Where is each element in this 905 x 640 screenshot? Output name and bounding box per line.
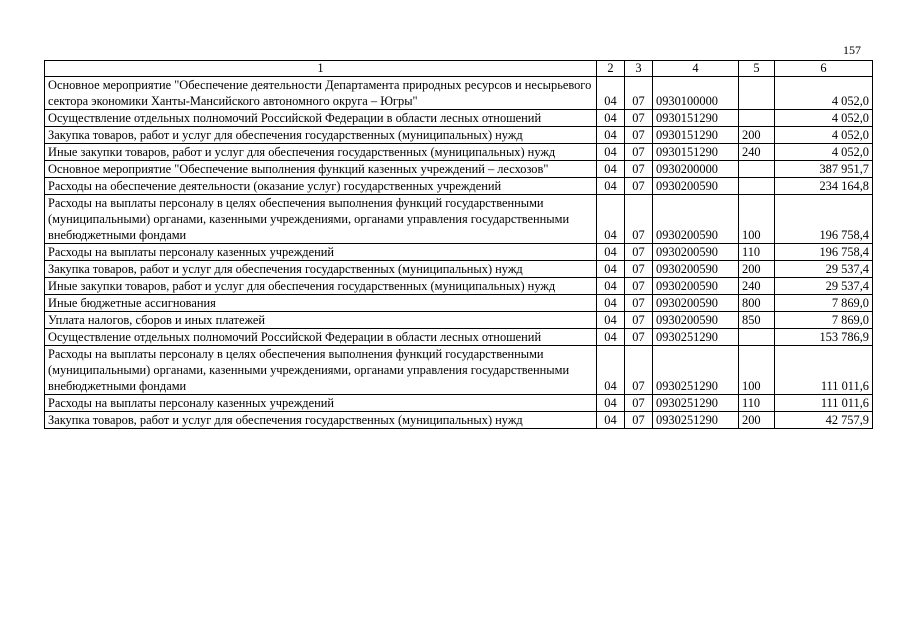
row-name-cell: Расходы на обеспечение деятельности (оказание услуг) государственных учреждений: [45, 178, 597, 195]
row-expense-type-cell: 800: [739, 295, 775, 312]
row-target-code-cell: 0930151290: [653, 127, 739, 144]
table-body: [45, 77, 873, 429]
row-target-code-cell: 0930200590: [653, 295, 739, 312]
row-section-cell: 04: [597, 195, 625, 244]
row-subsection-cell: 07: [625, 195, 653, 244]
row-subsection-cell: 07: [625, 295, 653, 312]
row-section-cell: 04: [597, 161, 625, 178]
table-row: [45, 295, 873, 312]
row-subsection-cell: 07: [625, 261, 653, 278]
table-row: [45, 110, 873, 127]
table-row: [45, 127, 873, 144]
row-name-cell: Расходы на выплаты персоналу казенных учреждений: [45, 244, 597, 261]
row-expense-type-cell: 850: [739, 312, 775, 329]
row-target-code-cell: 0930251290: [653, 395, 739, 412]
row-amount-cell: 29 537,4: [775, 278, 873, 295]
row-name-cell: Иные закупки товаров, работ и услуг для обеспечения государственных (муниципальных) нужд: [45, 144, 597, 161]
row-subsection-cell: 07: [625, 110, 653, 127]
row-section-cell: 04: [597, 144, 625, 161]
row-name-cell: Основное мероприятие "Обеспечение деятельности Департамента природных ресурсов и несырьевого сектора экономики Ханты-Мансийского автономного округа – Югры": [45, 77, 597, 110]
row-amount-cell: 7 869,0: [775, 312, 873, 329]
row-amount-cell: 196 758,4: [775, 244, 873, 261]
row-target-code-cell: 0930200590: [653, 261, 739, 278]
row-expense-type-cell: 100: [739, 346, 775, 395]
row-amount-cell: 4 052,0: [775, 127, 873, 144]
row-expense-type-cell: 240: [739, 278, 775, 295]
row-section-cell: 04: [597, 110, 625, 127]
row-name-cell: Уплата налогов, сборов и иных платежей: [45, 312, 597, 329]
row-section-cell: 04: [597, 295, 625, 312]
row-amount-cell: 196 758,4: [775, 195, 873, 244]
row-expense-type-cell: 110: [739, 395, 775, 412]
row-section-cell: 04: [597, 244, 625, 261]
row-target-code-cell: 0930251290: [653, 346, 739, 395]
row-section-cell: 04: [597, 312, 625, 329]
row-amount-cell: 4 052,0: [775, 77, 873, 110]
row-section-cell: 04: [597, 278, 625, 295]
column-header-target-code: 4: [653, 61, 739, 77]
row-subsection-cell: 07: [625, 77, 653, 110]
row-target-code-cell: 0930200000: [653, 161, 739, 178]
table-row: [45, 395, 873, 412]
row-name-cell: Закупка товаров, работ и услуг для обеспечения государственных (муниципальных) нужд: [45, 412, 597, 429]
row-amount-cell: 111 011,6: [775, 346, 873, 395]
row-expense-type-cell: 240: [739, 144, 775, 161]
table-row: [45, 77, 873, 110]
row-target-code-cell: 0930151290: [653, 110, 739, 127]
table-row: [45, 329, 873, 346]
row-section-cell: 04: [597, 178, 625, 195]
row-expense-type-cell: 200: [739, 412, 775, 429]
row-target-code-cell: 0930200590: [653, 195, 739, 244]
table-row: [45, 244, 873, 261]
row-subsection-cell: 07: [625, 312, 653, 329]
row-subsection-cell: 07: [625, 278, 653, 295]
row-subsection-cell: 07: [625, 395, 653, 412]
row-target-code-cell: 0930200590: [653, 244, 739, 261]
row-expense-type-cell: [739, 77, 775, 110]
row-section-cell: 04: [597, 329, 625, 346]
row-name-cell: Осуществление отдельных полномочий Российской Федерации в области лесных отношений: [45, 110, 597, 127]
page-number: 157: [843, 43, 861, 57]
column-header-amount: 6: [775, 61, 873, 77]
row-name-cell: Иные закупки товаров, работ и услуг для обеспечения государственных (муниципальных) нужд: [45, 278, 597, 295]
row-amount-cell: 111 011,6: [775, 395, 873, 412]
row-expense-type-cell: [739, 161, 775, 178]
row-name-cell: Расходы на выплаты персоналу казенных учреждений: [45, 395, 597, 412]
row-name-cell: Расходы на выплаты персоналу в целях обеспечения выполнения функций государственными (муниципальными) органами, казенными учреждениями, органами управления государственными внебюджетными фондами: [45, 346, 597, 395]
table-row: [45, 195, 873, 244]
table-row: [45, 346, 873, 395]
row-target-code-cell: 0930151290: [653, 144, 739, 161]
row-amount-cell: 387 951,7: [775, 161, 873, 178]
row-subsection-cell: 07: [625, 127, 653, 144]
row-target-code-cell: 0930251290: [653, 329, 739, 346]
row-expense-type-cell: 200: [739, 127, 775, 144]
row-amount-cell: 7 869,0: [775, 295, 873, 312]
row-subsection-cell: 07: [625, 178, 653, 195]
row-subsection-cell: 07: [625, 244, 653, 261]
row-section-cell: 04: [597, 261, 625, 278]
table-row: [45, 412, 873, 429]
row-name-cell: Расходы на выплаты персоналу в целях обеспечения выполнения функций государственными (муниципальными) органами, казенными учреждениями, органами управления государственными внебюджетными фондами: [45, 195, 597, 244]
budget-table: [44, 60, 873, 429]
table-row: [45, 278, 873, 295]
header-row: [45, 61, 873, 77]
row-expense-type-cell: [739, 110, 775, 127]
table-row: [45, 261, 873, 278]
row-subsection-cell: 07: [625, 161, 653, 178]
row-amount-cell: 29 537,4: [775, 261, 873, 278]
row-expense-type-cell: [739, 329, 775, 346]
row-section-cell: 04: [597, 77, 625, 110]
row-section-cell: 04: [597, 395, 625, 412]
row-target-code-cell: 0930200590: [653, 278, 739, 295]
row-section-cell: 04: [597, 412, 625, 429]
row-amount-cell: 42 757,9: [775, 412, 873, 429]
row-name-cell: Закупка товаров, работ и услуг для обеспечения государственных (муниципальных) нужд: [45, 127, 597, 144]
column-header-expense-type: 5: [739, 61, 775, 77]
row-target-code-cell: 0930100000: [653, 77, 739, 110]
row-amount-cell: 234 164,8: [775, 178, 873, 195]
row-expense-type-cell: 110: [739, 244, 775, 261]
table-row: [45, 312, 873, 329]
row-amount-cell: 153 786,9: [775, 329, 873, 346]
row-expense-type-cell: 200: [739, 261, 775, 278]
row-expense-type-cell: [739, 178, 775, 195]
row-subsection-cell: 07: [625, 329, 653, 346]
row-section-cell: 04: [597, 127, 625, 144]
table-row: [45, 178, 873, 195]
row-name-cell: Иные бюджетные ассигнования: [45, 295, 597, 312]
column-header-name: 1: [45, 61, 597, 77]
row-name-cell: Основное мероприятие "Обеспечение выполнения функций казенных учреждений – лесхозов": [45, 161, 597, 178]
row-target-code-cell: 0930200590: [653, 312, 739, 329]
table-row: [45, 161, 873, 178]
column-header-subsection: 3: [625, 61, 653, 77]
row-subsection-cell: 07: [625, 412, 653, 429]
row-amount-cell: 4 052,0: [775, 144, 873, 161]
column-header-section: 2: [597, 61, 625, 77]
row-subsection-cell: 07: [625, 346, 653, 395]
row-target-code-cell: 0930200590: [653, 178, 739, 195]
row-amount-cell: 4 052,0: [775, 110, 873, 127]
row-subsection-cell: 07: [625, 144, 653, 161]
row-name-cell: Закупка товаров, работ и услуг для обеспечения государственных (муниципальных) нужд: [45, 261, 597, 278]
row-section-cell: 04: [597, 346, 625, 395]
row-name-cell: Осуществление отдельных полномочий Российской Федерации в области лесных отношений: [45, 329, 597, 346]
row-expense-type-cell: 100: [739, 195, 775, 244]
table-row: [45, 144, 873, 161]
row-target-code-cell: 0930251290: [653, 412, 739, 429]
